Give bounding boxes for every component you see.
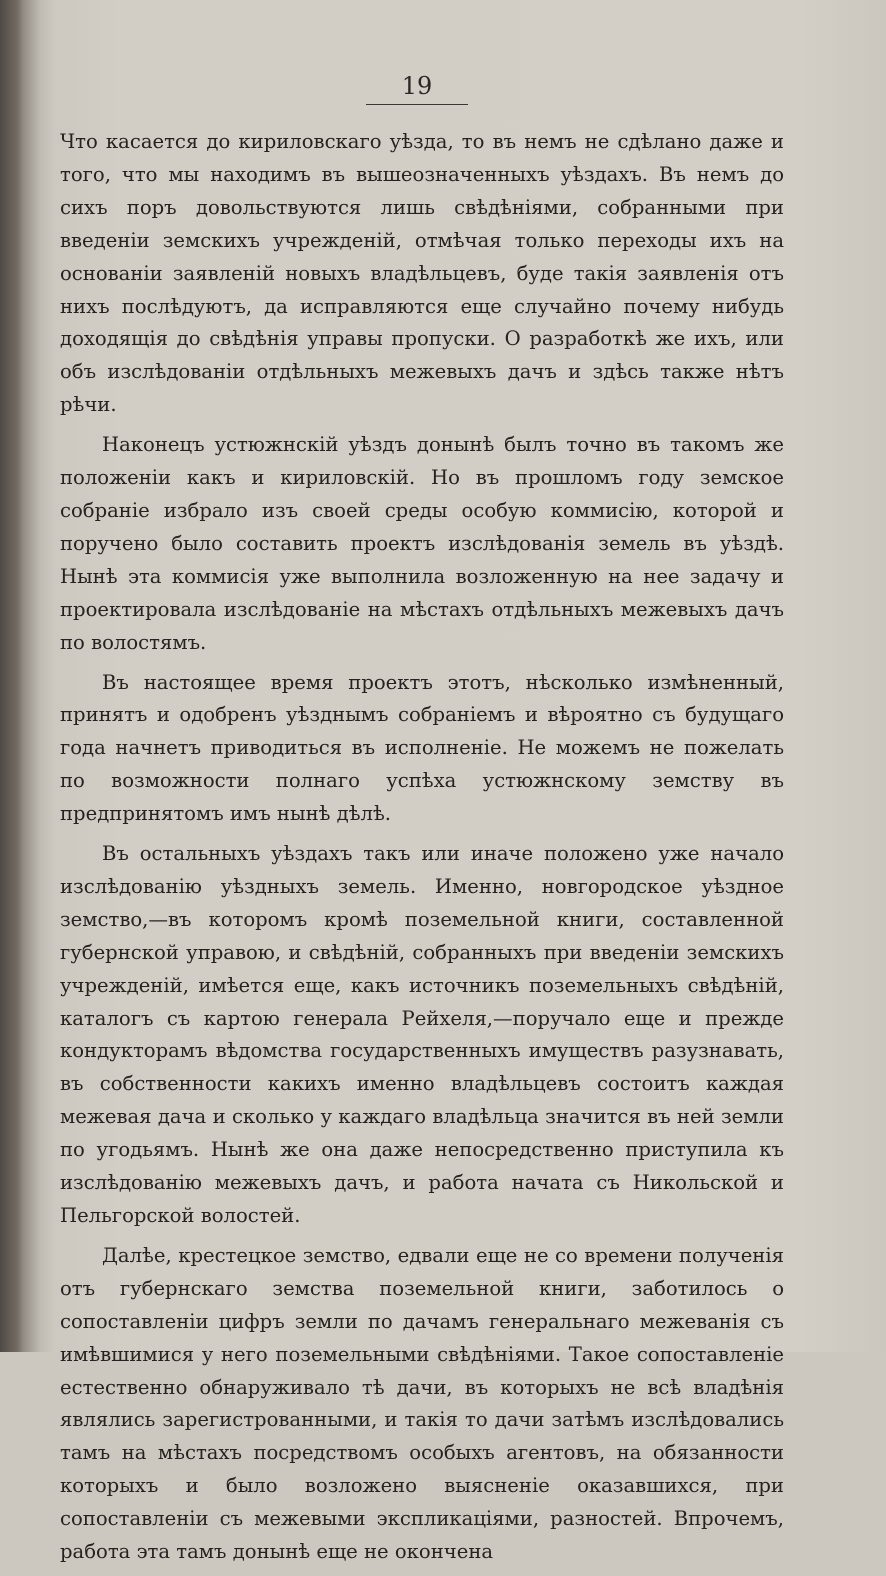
page-number: 19: [401, 72, 433, 100]
header-rule: [366, 104, 468, 105]
paragraph: Далѣе, крестецкое земство, едвали еще не со времени полученія отъ губернскаго земства поземельной книги, заботилось о сопоставленіи цифръ земли по дачамъ генеральнаго межеванія съ имѣвшимися у него поземельными свѣдѣніями. Такое сопоставленіе естественно обнаруживало тѣ дачи, въ которыхъ не всѣ владѣнія являлись зарегистрованными, и такія то дачи затѣмъ изслѣдовались тамъ на мѣстахъ посредствомъ особыхъ агентовъ, на обязанности которыхъ и было возложено выясненіе оказавшихся, при сопоставленіи съ межевыми экспликаціями, разностей. Впрочемъ, работа эта тамъ донынѣ еще не окончена: [60, 1243, 784, 1564]
body-text: [60, 126, 784, 1576]
paragraph: Наконецъ устюжнскій уѣздъ донынѣ былъ точно въ такомъ же положеніи какъ и кириловскій. Но въ прошломъ году земское собраніе избрало изъ своей среды особую коммисію, которой и поручено было составить проектъ изслѣдованія земель въ уѣздѣ. Нынѣ эта коммисія уже выполнила возложенную на нее задачу и проектировала изслѣдованіе на мѣстахъ отдѣльныхъ межевыхъ дачъ по волостямъ.: [60, 433, 784, 654]
paragraph: Въ настоящее время проектъ этотъ, нѣсколько измѣненный, принятъ и одобренъ уѣзднымъ собраніемъ и вѣроятно съ будущаго года начнетъ приводиться въ исполненіе. Не можемъ не пожелать по возможности полнаго успѣха устюжнскому земству въ предпринятомъ имъ нынѣ дѣлѣ.: [60, 670, 784, 826]
paragraph: Въ остальныхъ уѣздахъ такъ или иначе положено уже начало изслѣдованію уѣздныхъ земель. Именно, новгородское уѣздное земство,—въ которомъ кромѣ поземельной книги, составленной губернской управою, и свѣдѣній, собранныхъ при введеніи земскихъ учрежденій, имѣется еще, какъ источникъ поземельныхъ свѣдѣній, каталогъ съ картою генерала Рейхеля,—поручало еще и прежде кондукторамъ вѣдомства государственныхъ имуществъ разузнавать, въ собственности какихъ именно владѣльцевъ состоитъ каждая межевая дача и сколько у каждаго владѣльца значится въ ней земли по угодьямъ. Нынѣ же она даже непосредственно приступила къ изслѣдованію межевыхъ дачъ, и работа начата съ Никольской и Пельгорской волостей.: [60, 842, 784, 1227]
paragraph: Что касается до кириловскаго уѣзда, то въ немъ не сдѣлано даже и того, что мы находимъ въ вышеозначенныхъ уѣздахъ. Въ немъ до сихъ поръ довольствуются лишь свѣдѣніями, собранными при введеніи земскихъ учрежденій, отмѣчая только переходы ихъ на основаніи заявленій новыхъ владѣльцевъ, буде такія заявленія отъ нихъ послѣдуютъ, да исправляются еще случайно почему нибудь доходящія до свѣдѣнія управы пропуски. О разработкѣ же ихъ, или объ изслѣдованіи отдѣльныхъ межевыхъ дачъ и здѣсь также нѣтъ рѣчи.: [60, 130, 784, 417]
book-spine-shadow: [0, 0, 22, 1352]
